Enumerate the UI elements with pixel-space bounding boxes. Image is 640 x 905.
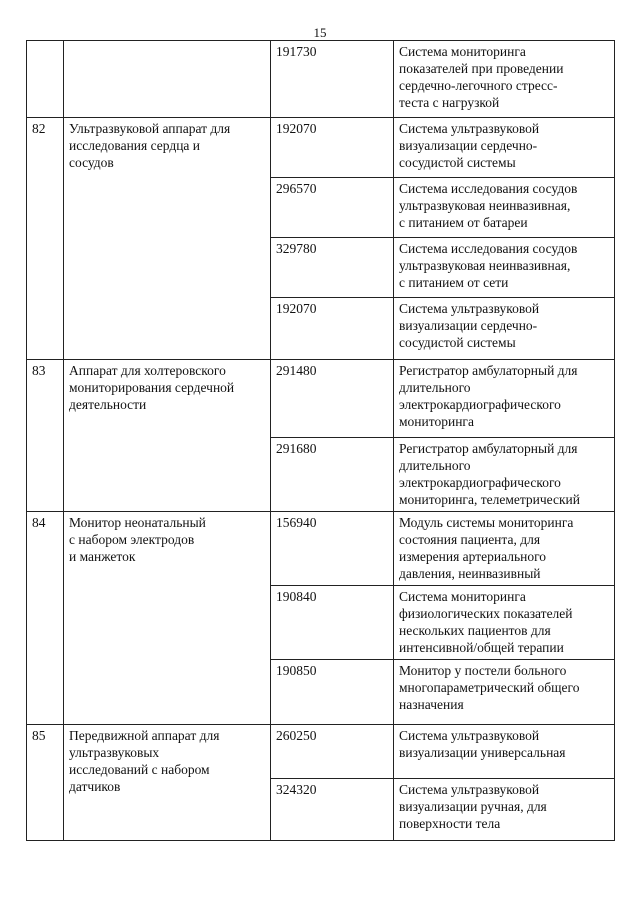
cell-text-line: теста с нагрузкой [399, 95, 500, 110]
cell-text-line: мониторинга, телеметрический [399, 492, 581, 507]
cell-text-line: показателей при проведении [399, 61, 564, 76]
cell-text-line: длительного [399, 380, 471, 395]
cell-text-line: Регистратор амбулаторный для [399, 363, 578, 378]
cell-text-line: Система исследования сосудов [399, 181, 578, 196]
cell-text-line: визуализации сердечно- [399, 138, 538, 153]
cell-text-line: датчиков [69, 779, 121, 794]
cell-text-line: Передвижной аппарат для [69, 728, 220, 743]
table-row [27, 360, 615, 438]
equipment-table [26, 40, 615, 841]
cell-text-line: нескольких пациентов для [399, 623, 551, 638]
item-84-number [27, 512, 64, 725]
equipment-code [271, 298, 394, 360]
cell-text-line: мониторинга [399, 414, 474, 429]
cell-text-line: исследований с набором [69, 762, 210, 777]
cell-text-line: сосудистой системы [399, 155, 516, 170]
item-82-number [27, 118, 64, 360]
cell-text-line: 329780 [276, 241, 317, 256]
cell-text-line: с питанием от сети [399, 275, 509, 290]
equipment-code [271, 41, 394, 118]
equipment-code [271, 660, 394, 725]
cell-text-line: 291480 [276, 363, 317, 378]
cell-text-line: сосудов [69, 155, 114, 170]
cell-text-line: Система ультразвуковой [399, 121, 540, 136]
cell-text-line: 82 [32, 121, 46, 136]
cell-text-line: с набором электродов [69, 532, 195, 547]
cell-text-line: 296570 [276, 181, 317, 196]
cell-text-line: визуализации сердечно- [399, 318, 538, 333]
cell-text-line: 84 [32, 515, 46, 530]
cell-text-line: 324320 [276, 782, 317, 797]
cell-text-line: длительного [399, 458, 471, 473]
cell-text-line: ультразвуковых [69, 745, 160, 760]
equipment-code [271, 238, 394, 298]
cell-text-line: состояния пациента, для [399, 532, 541, 547]
cell-text-line: 190840 [276, 589, 317, 604]
cell-text-line: Система ультразвуковой [399, 301, 540, 316]
cell-text-line: назначения [399, 697, 464, 712]
cell-text-line: исследования сердца и [69, 138, 201, 153]
cell-text-line: давления, неинвазивный [399, 566, 541, 581]
cell-text-line: 192070 [276, 301, 317, 316]
equipment-description [394, 238, 615, 298]
equipment-code [271, 512, 394, 586]
cell-text-line: сосудистой системы [399, 335, 516, 350]
equipment-description [394, 586, 615, 660]
continuation-row-name [64, 41, 271, 118]
cell-text-line: Система мониторинга [399, 589, 526, 604]
equipment-description [394, 725, 615, 779]
item-83-number [27, 360, 64, 512]
equipment-code [271, 360, 394, 438]
equipment-description [394, 779, 615, 841]
cell-text-line: с питанием от батареи [399, 215, 528, 230]
cell-text-line: электрокардиографического [399, 397, 561, 412]
cell-text-line: ультразвуковая неинвазивная, [399, 198, 571, 213]
equipment-description [394, 438, 615, 512]
cell-text-line: Ультразвуковой аппарат для [69, 121, 231, 136]
cell-text-line: Система ультразвуковой [399, 782, 540, 797]
equipment-description [394, 298, 615, 360]
cell-text-line: Система исследования сосудов [399, 241, 578, 256]
cell-text-line: поверхности тела [399, 816, 501, 831]
cell-text-line: Аппарат для холтеровского [69, 363, 226, 378]
equipment-description [394, 360, 615, 438]
equipment-code [271, 178, 394, 238]
cell-text-line: 156940 [276, 515, 317, 530]
table-row [27, 41, 615, 118]
cell-text-line: деятельности [69, 397, 147, 412]
cell-text-line: электрокардиографического [399, 475, 561, 490]
cell-text-line: 291680 [276, 441, 317, 456]
equipment-code [271, 586, 394, 660]
cell-text-line: 260250 [276, 728, 317, 743]
item-83-name [64, 360, 271, 512]
cell-text-line: Система мониторинга [399, 44, 526, 59]
cell-text-line: 191730 [276, 44, 317, 59]
table-row [27, 725, 615, 779]
table-row [27, 118, 615, 178]
table-row [27, 512, 615, 586]
cell-text-line: визуализации универсальная [399, 745, 566, 760]
cell-text-line: сердечно-легочного стресс- [399, 78, 558, 93]
equipment-code [271, 438, 394, 512]
cell-text-line: Система ультразвуковой [399, 728, 540, 743]
cell-text-line: Монитор у постели больного [399, 663, 567, 678]
equipment-description [394, 660, 615, 725]
continuation-row-number [27, 41, 64, 118]
cell-text-line: визуализации ручная, для [399, 799, 547, 814]
equipment-code [271, 779, 394, 841]
equipment-description [394, 118, 615, 178]
equipment-code [271, 118, 394, 178]
equipment-description [394, 41, 615, 118]
cell-text-line: Монитор неонатальный [69, 515, 206, 530]
equipment-description [394, 178, 615, 238]
equipment-description [394, 512, 615, 586]
cell-text-line: многопараметрический общего [399, 680, 580, 695]
item-85-number [27, 725, 64, 841]
cell-text-line: измерения артериального [399, 549, 547, 564]
item-82-name [64, 118, 271, 360]
equipment-code [271, 725, 394, 779]
cell-text-line: 83 [32, 363, 46, 378]
cell-text-line: интенсивной/общей терапии [399, 640, 564, 655]
page-number: 15 [313, 25, 327, 40]
cell-text-line: Регистратор амбулаторный для [399, 441, 578, 456]
cell-text-line: 192070 [276, 121, 317, 136]
cell-text-line: 190850 [276, 663, 317, 678]
equipment-table-body [27, 41, 615, 841]
cell-text-line: Модуль системы мониторинга [399, 515, 574, 530]
cell-text-line: и манжеток [69, 549, 136, 564]
cell-text-line: ультразвуковая неинвазивная, [399, 258, 571, 273]
item-84-name [64, 512, 271, 725]
cell-text-line: физиологических показателей [399, 606, 573, 621]
cell-text-line: мониторирования сердечной [69, 380, 235, 395]
cell-text-line: 85 [32, 728, 46, 743]
item-85-name [64, 725, 271, 841]
